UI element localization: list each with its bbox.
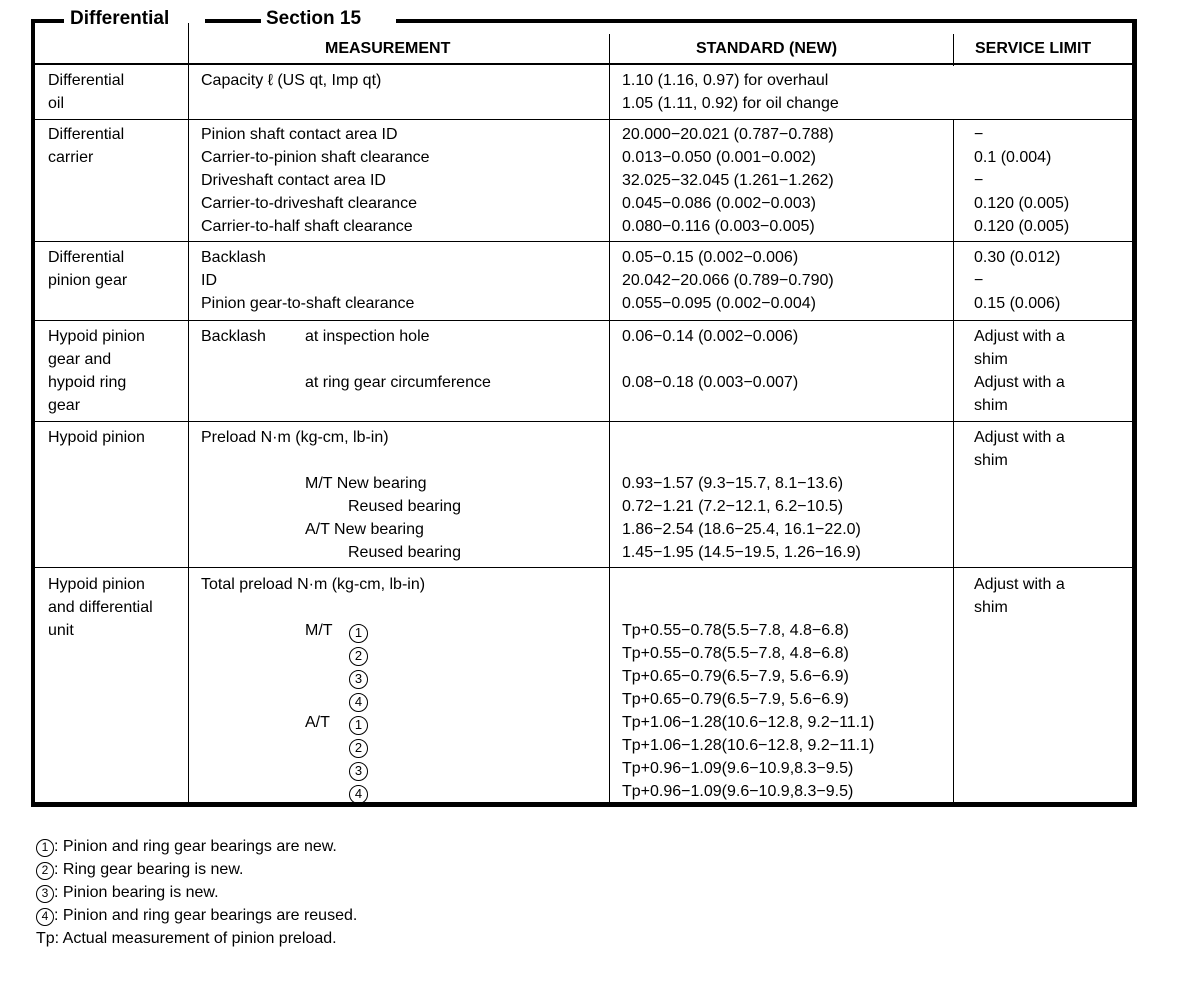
standard-value: 1.45−1.95 (14.5−19.5, 1.26−16.9) <box>622 544 861 561</box>
standard-value: Tp+0.55−0.78(5.5−7.8, 4.8−6.8) <box>622 622 849 639</box>
standard-value: 0.06−0.14 (0.002−0.006) <box>622 328 799 345</box>
service-limit-value: 0.120 (0.005) <box>974 195 1070 212</box>
standard-value: 0.93−1.57 (9.3−15.7, 8.1−13.6) <box>622 475 844 492</box>
item-label: pinion gear <box>48 272 128 289</box>
service-limit-value: shim <box>974 397 1008 414</box>
measurement-label: Backlash <box>201 328 266 345</box>
footnote-1 <box>36 835 357 858</box>
standard-value: Tp+0.65−0.79(6.5−7.9, 5.6−6.9) <box>622 668 849 685</box>
service-limit-value: 0.120 (0.005) <box>974 218 1070 235</box>
header-section: Section 15 <box>266 8 362 29</box>
circled-number-3-icon: 3 <box>349 762 368 781</box>
row-divider-2 <box>35 241 1132 242</box>
service-limit-value: − <box>974 272 984 289</box>
standard-value: 0.08−0.18 (0.003−0.007) <box>622 374 799 391</box>
item-label: oil <box>48 95 65 112</box>
standard-value: 20.000−20.021 (0.787−0.788) <box>622 126 834 143</box>
at-reused-bearing-label: Reused bearing <box>348 544 461 561</box>
header-row-divider <box>35 63 1132 65</box>
service-limit-value: Adjust with a <box>974 328 1065 345</box>
column-divider-measurement <box>609 34 610 803</box>
row-divider-1 <box>35 119 1132 120</box>
footnote-4 <box>36 904 357 927</box>
circled-number-2-icon: 2 <box>349 739 368 758</box>
service-limit-value: shim <box>974 351 1008 368</box>
service-limit-value: − <box>974 126 984 143</box>
measurement-label: Carrier-to-pinion shaft clearance <box>201 149 430 166</box>
service-limit-value: shim <box>974 452 1008 469</box>
footnote-text: : Pinion and ring gear bearings are reused. <box>54 907 358 924</box>
header-title: Differential <box>70 8 170 29</box>
measurement-label: Total preload N·m (kg-cm, lb-in) <box>201 576 426 593</box>
column-header-standard: STANDARD (NEW) <box>696 40 838 57</box>
footnote-3 <box>36 881 357 904</box>
standard-value: Tp+1.06−1.28(10.6−12.8, 9.2−11.1) <box>622 737 875 754</box>
circled-number-3-icon: 3 <box>36 885 54 903</box>
standard-value: 1.10 (1.16, 0.97) for overhaul <box>622 72 829 89</box>
measurement-label: ID <box>201 272 217 289</box>
circled-number-4-icon: 4 <box>349 785 368 804</box>
measurement-label: Pinion shaft contact area ID <box>201 126 398 143</box>
at-new-bearing-label: A/T New bearing <box>305 521 424 538</box>
item-label: carrier <box>48 149 94 166</box>
measurement-label: Backlash <box>201 249 266 266</box>
standard-value: Tp+0.96−1.09(9.6−10.9,8.3−9.5) <box>622 783 854 800</box>
footnote-text: : Pinion and ring gear bearings are new. <box>54 838 337 855</box>
item-label: hypoid ring <box>48 374 127 391</box>
circled-number-2-icon: 2 <box>349 647 368 666</box>
measurement-sub-label: at inspection hole <box>305 328 430 345</box>
item-label: Differential <box>48 249 125 266</box>
standard-value: 1.05 (1.11, 0.92) for oil change <box>622 95 839 112</box>
column-divider-item <box>188 23 189 803</box>
footnotes <box>36 835 357 950</box>
standard-value: 0.055−0.095 (0.002−0.004) <box>622 295 816 312</box>
standard-value: 0.080−0.116 (0.003−0.005) <box>622 218 815 235</box>
standard-value: 0.05−0.15 (0.002−0.006) <box>622 249 799 266</box>
standard-value: 0.045−0.086 (0.002−0.003) <box>622 195 816 212</box>
standard-value: Tp+0.96−1.09(9.6−10.9,8.3−9.5) <box>622 760 854 777</box>
item-label: gear and <box>48 351 112 368</box>
item-label: Hypoid pinion <box>48 429 145 446</box>
service-limit-value: Adjust with a <box>974 429 1065 446</box>
mt-label: M/T <box>305 622 333 639</box>
footnote-text: : Ring gear bearing is new. <box>54 861 244 878</box>
item-label: and differential <box>48 599 153 616</box>
circled-number-4-icon: 4 <box>36 908 54 926</box>
item-label: unit <box>48 622 74 639</box>
mt-reused-bearing-label: Reused bearing <box>348 498 461 515</box>
column-divider-standard <box>953 119 954 803</box>
measurement-sub-label: at ring gear circumference <box>305 374 491 391</box>
standard-value: 0.72−1.21 (7.2−12.1, 6.2−10.5) <box>622 498 844 515</box>
measurement-label: Carrier-to-driveshaft clearance <box>201 195 418 212</box>
standard-value: 20.042−20.066 (0.789−0.790) <box>622 272 834 289</box>
mt-new-bearing-label: M/T New bearing <box>305 475 427 492</box>
circled-number-1-icon: 1 <box>349 716 368 735</box>
service-limit-value: 0.1 (0.004) <box>974 149 1052 166</box>
standard-value: 0.013−0.050 (0.001−0.002) <box>622 149 816 166</box>
item-label: Differential <box>48 72 125 89</box>
row-divider-4 <box>35 421 1132 422</box>
standard-value: 1.86−2.54 (18.6−25.4, 16.1−22.0) <box>622 521 861 538</box>
measurement-label: Carrier-to-half shaft clearance <box>201 218 413 235</box>
service-limit-value: 0.30 (0.012) <box>974 249 1061 266</box>
service-limit-value: shim <box>974 599 1008 616</box>
standard-value: Tp+0.65−0.79(6.5−7.9, 5.6−6.9) <box>622 691 849 708</box>
circled-number-3-icon: 3 <box>349 670 368 689</box>
item-label: gear <box>48 397 81 414</box>
circled-number-1-icon: 1 <box>349 624 368 643</box>
service-limit-value: − <box>974 172 984 189</box>
standard-value: 32.025−32.045 (1.261−1.262) <box>622 172 834 189</box>
column-header-service-limit: SERVICE LIMIT <box>975 40 1092 57</box>
circled-number-4-icon: 4 <box>349 693 368 712</box>
at-label: A/T <box>305 714 330 731</box>
footnote-tp: Tp: Actual measurement of pinion preload. <box>36 930 337 947</box>
row-divider-3 <box>35 320 1132 321</box>
measurement-label: Preload N·m (kg-cm, lb-in) <box>201 429 389 446</box>
column-header-measurement: MEASUREMENT <box>325 40 451 57</box>
standard-value: Tp+1.06−1.28(10.6−12.8, 9.2−11.1) <box>622 714 875 731</box>
column-divider-standard-header <box>953 34 954 66</box>
circled-number-2-icon: 2 <box>36 862 54 880</box>
measurement-label: Pinion gear-to-shaft clearance <box>201 295 415 312</box>
row-divider-5 <box>35 567 1132 568</box>
measurement-label: Capacity ℓ (US qt, Imp qt) <box>201 72 382 89</box>
item-label: Hypoid pinion <box>48 576 145 593</box>
service-limit-value: Adjust with a <box>974 576 1065 593</box>
standard-value: Tp+0.55−0.78(5.5−7.8, 4.8−6.8) <box>622 645 849 662</box>
circled-number-1-icon: 1 <box>36 839 54 857</box>
footnote-text: : Pinion bearing is new. <box>54 884 219 901</box>
service-limit-value: 0.15 (0.006) <box>974 295 1061 312</box>
service-limit-value: Adjust with a <box>974 374 1065 391</box>
item-label: Differential <box>48 126 125 143</box>
item-label: Hypoid pinion <box>48 328 145 345</box>
footnote-2 <box>36 858 357 881</box>
measurement-label: Driveshaft contact area ID <box>201 172 386 189</box>
